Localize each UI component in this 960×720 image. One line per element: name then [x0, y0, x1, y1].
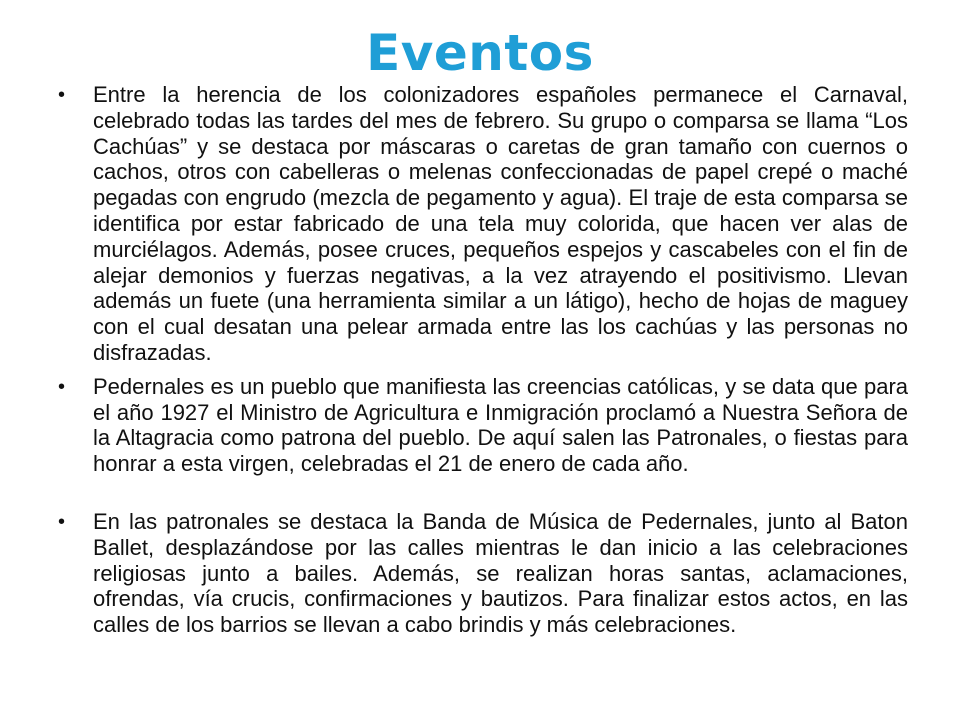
bullet-icon: • — [58, 84, 66, 106]
bullet-item-patronales — [58, 374, 908, 477]
bullet-item-carnaval — [58, 82, 908, 366]
bullet-icon: • — [58, 375, 66, 398]
bullet-item-banda-de-musica — [58, 509, 908, 638]
slide-title: Eventos — [366, 24, 594, 82]
bullet-icon: • — [58, 510, 66, 533]
bullet-text: Entre la herencia de los colonizadores españoles permanece el Carnaval, celebrado todas las tardes del mes de febrero. Su grupo o comparsa se llama “Los Cachúas” y se destaca por máscaras o caretas de gran tamaño con cuernos o cachos, otros con cabelleras o melenas confeccionadas de papel crepé o maché pegadas con engrudo (mezcla de pegamento y agua). El traje de esta comparsa se identifica por estar fabricado de una tela muy colorida, que hacen ver alas de murciélagos. Además, posee cruces, pequeños espejos y cascabeles con el fin de alejar demonios y fuerzas negativas, a la vez atrayendo el positivismo. Llevan además un fuete (una herramienta similar a un látigo), hecho de hojas de maguey con el cual desatan una pelear armada entre las los cachúas y las personas no disfrazadas. — [93, 82, 908, 365]
bullet-list — [58, 82, 908, 638]
bullet-text: Pedernales es un pueblo que manifiesta las creencias católicas, y se data que para el año 1927 el Ministro de Agricultura e Inmigración proclamó a Nuestra Señora de la Altagracia como patrona del pueblo. De aquí salen las Patronales, o fiestas para honrar a esta virgen, celebradas el 21 de enero de cada año. — [93, 373, 908, 477]
bullet-text: En las patronales se destaca la Banda de Música de Pedernales, junto al Baton Ballet, desplazándose por las calles mientras le dan inicio a las celebraciones religiosas junto a bailes. Además, se realizan horas santas, aclamaciones, ofrendas, vía crucis, confirmaciones y bautizos. Para finalizar estos actos, en las calles de los barrios se llevan a cabo brindis y más celebraciones. — [93, 508, 908, 638]
